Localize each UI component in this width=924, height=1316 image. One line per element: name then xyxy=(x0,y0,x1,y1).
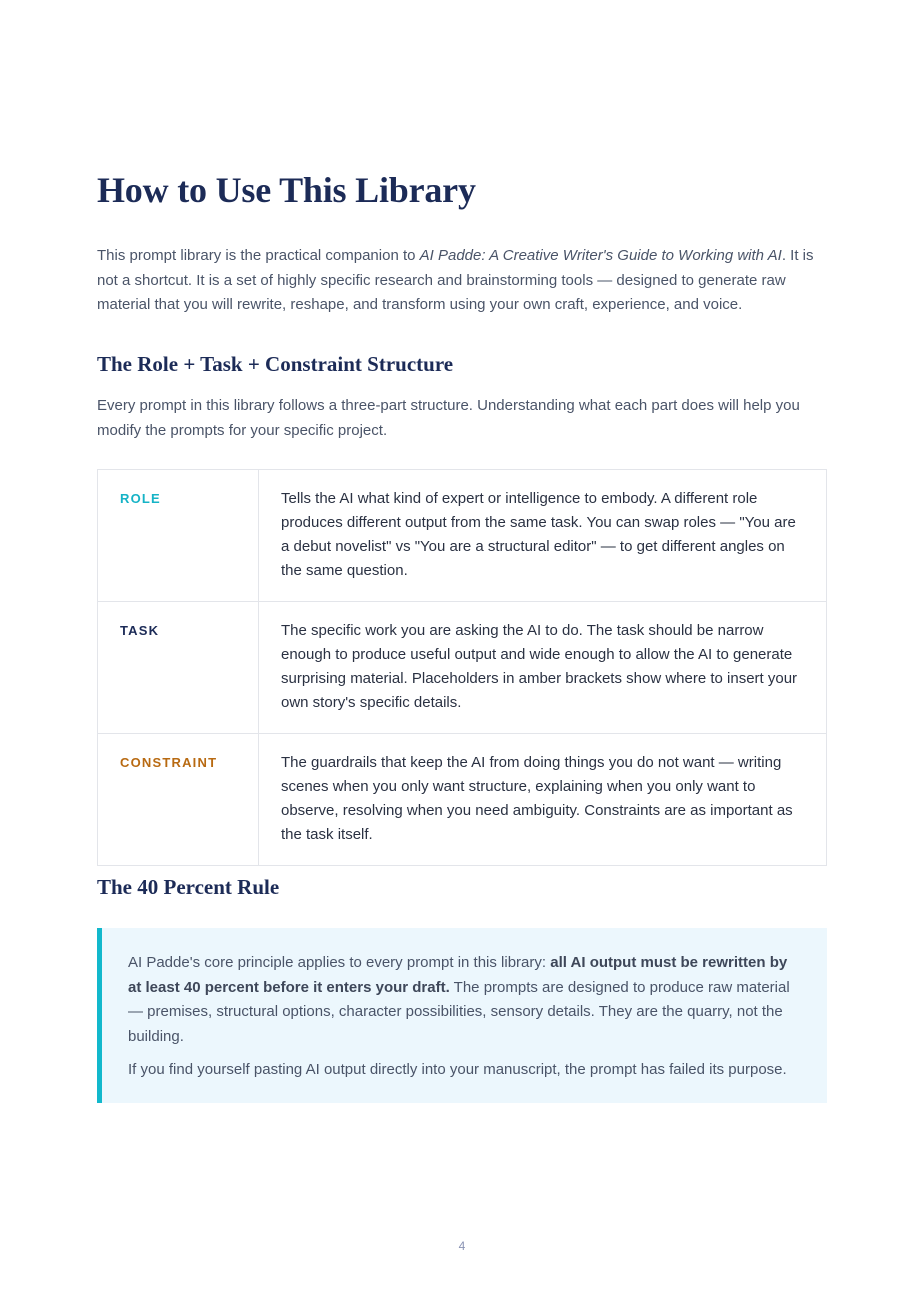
task-label: TASK xyxy=(98,602,259,734)
table-row-constraint xyxy=(98,734,827,866)
intro-text-start: This prompt library is the practical companion to xyxy=(97,247,420,264)
table-row-task xyxy=(98,602,827,734)
callout-emphasis: all AI output must be rewritten by at least 40 percent before it enters your draft. xyxy=(128,954,788,996)
callout-text-start: AI Padde's core principle applies to every prompt in this library: xyxy=(128,954,551,971)
rule-callout xyxy=(97,928,827,1103)
structure-heading: The Role + Task + Constraint Structure xyxy=(97,352,454,376)
callout-paragraph-1 xyxy=(128,951,797,1049)
book-title: AI Padde: A Creative Writer's Guide to Working with AI xyxy=(419,247,782,264)
page-number: 4 xyxy=(458,1239,466,1253)
page-title: How to Use This Library xyxy=(97,170,476,210)
constraint-description: The guardrails that keep the AI from doing things you do not want — writing scenes when you only want structure, explaining when you only want to observe, resolving when you need ambiguity. Constraints are as important as the task itself. xyxy=(259,734,827,866)
constraint-label: CONSTRAINT xyxy=(98,734,259,866)
intro-paragraph xyxy=(97,244,827,318)
table-row-role xyxy=(98,470,827,602)
task-description: The specific work you are asking the AI to do. The task should be narrow enough to produce useful output and wide enough to allow the AI to generate surprising material. Placeholders in amber brackets show where to insert your own story's specific details. xyxy=(259,602,827,734)
callout-text-end: The prompts are designed to produce raw material — premises, structural options, character possibilities, sensory details. They are the quarry, not the building. xyxy=(128,978,790,1045)
intro-text-end: . It is not a shortcut. It is a set of highly specific research and brainstorming tools — designed to generate raw material that you will rewrite, reshape, and transform using your own craft, experience, and voice. xyxy=(97,247,814,313)
role-label: ROLE xyxy=(98,470,259,602)
role-description: Tells the AI what kind of expert or intelligence to embody. A different role produces different output from the same task. You can swap roles — "You are a debut novelist" vs "You are a structural editor" — to get different angles on the same question. xyxy=(259,470,827,602)
rule-heading: The 40 Percent Rule xyxy=(97,875,280,899)
structure-intro-paragraph: Every prompt in this library follows a three-part structure. Understanding what each part does will help you modify the prompts for your specific project. xyxy=(97,397,800,439)
structure-table xyxy=(97,469,827,866)
callout-paragraph-2: If you find yourself pasting AI output directly into your manuscript, the prompt has failed its purpose. xyxy=(128,1061,787,1078)
